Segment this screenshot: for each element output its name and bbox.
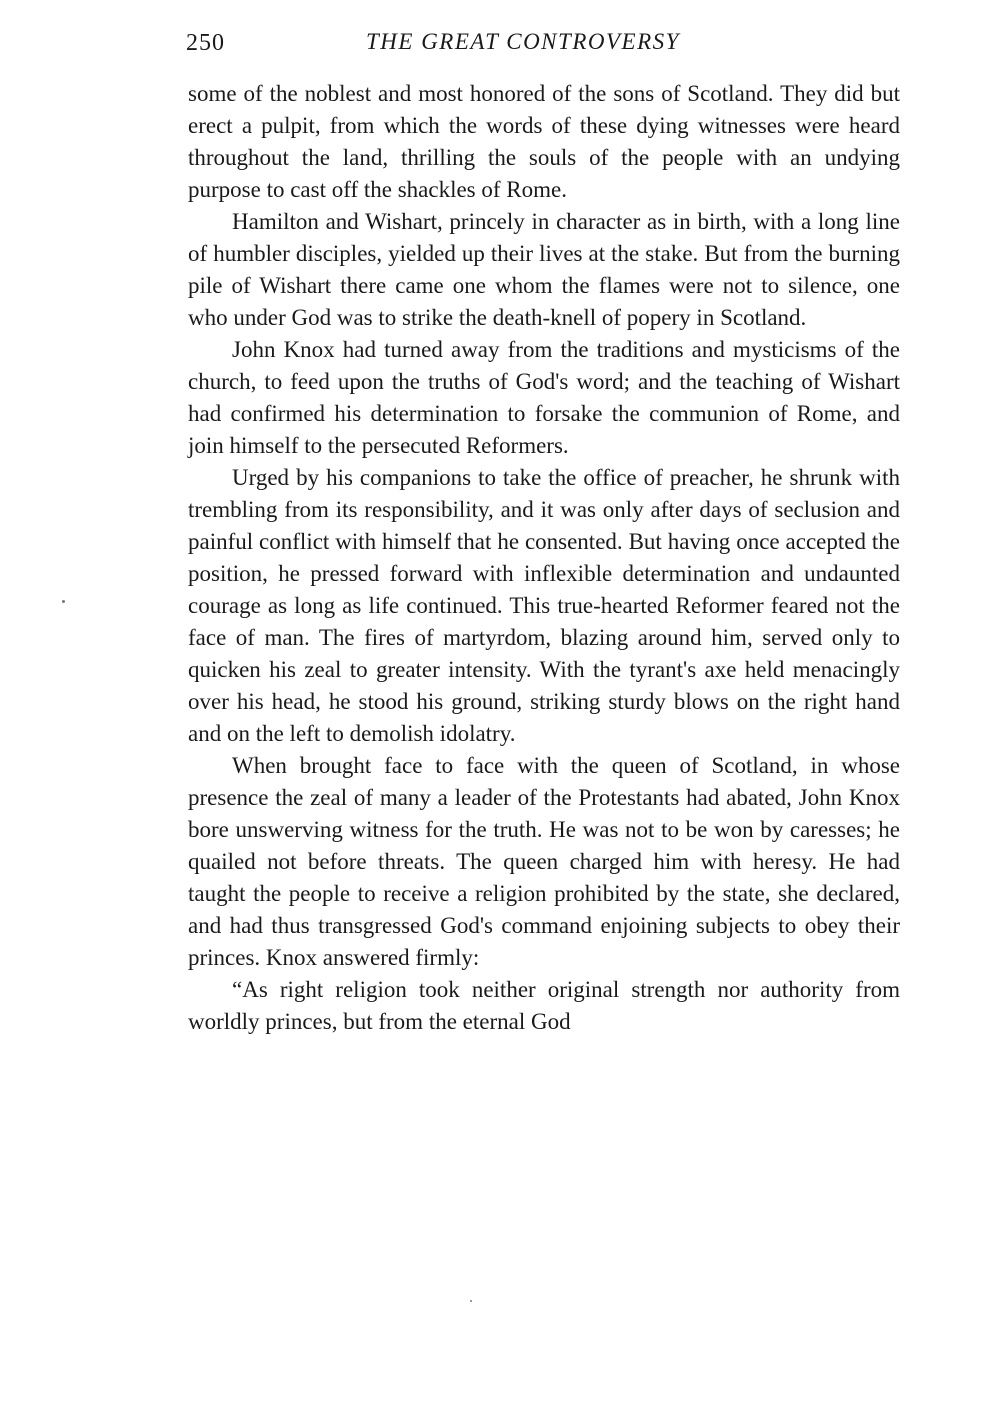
- paragraph: “As right religion took neither original strength nor authority from worldly princes, but from the eternal God: [188, 977, 900, 1034]
- scan-speck: [62, 600, 65, 603]
- paragraph: John Knox had turned away from the traditions and mysticisms of the church, to feed upon the truths of God's word; and the teaching of Wishart had confirmed his determination to forsake the communion of Rome, and join himself to the persecuted Reformers.: [188, 337, 900, 458]
- paragraph: When brought face to face with the queen of Scotland, in whose presence the zeal of many a leader of the Protestants had abated, John Knox bore unswerving witness for the truth. He was not to be won by caresses; he quailed not before threats. The queen charged him with heresy. He had taught the people to receive a religion prohibited by the state, she declared, and had thus transgressed God's command enjoining subjects to obey their princes. Knox answered firmly:: [188, 753, 900, 970]
- scan-speck: [470, 1300, 472, 1302]
- page-header: [186, 22, 906, 66]
- body-text: [188, 78, 900, 1038]
- page-number: 250: [186, 30, 225, 56]
- running-title: THE GREAT CONTROVERSY: [366, 29, 680, 54]
- paragraph: some of the noblest and most honored of the sons of Scotland. They did but erect a pulpit, from which the words of these dying witnesses were heard throughout the land, thrilling the souls of the people with an undying purpose to cast off the shackles of Rome.: [188, 81, 900, 202]
- paragraph: Urged by his companions to take the office of preacher, he shrunk with trembling from its responsibility, and it was only after days of seclusion and painful conflict with himself that he consented. But having once accepted the position, he pressed forward with inflexible determination and undaunted courage as long as life continued. This true-hearted Reformer feared not the face of man. The fires of martyrdom, blazing around him, served only to quicken his zeal to greater intensity. With the tyrant's axe held menacingly over his head, he stood his ground, striking sturdy blows on the right hand and on the left to demolish idolatry.: [188, 465, 900, 746]
- paragraph: Hamilton and Wishart, princely in character as in birth, with a long line of humbler disciples, yielded up their lives at the stake. But from the burning pile of Wishart there came one whom the flames were not to silence, one who under God was to strike the death-knell of popery in Scotland.: [188, 209, 900, 330]
